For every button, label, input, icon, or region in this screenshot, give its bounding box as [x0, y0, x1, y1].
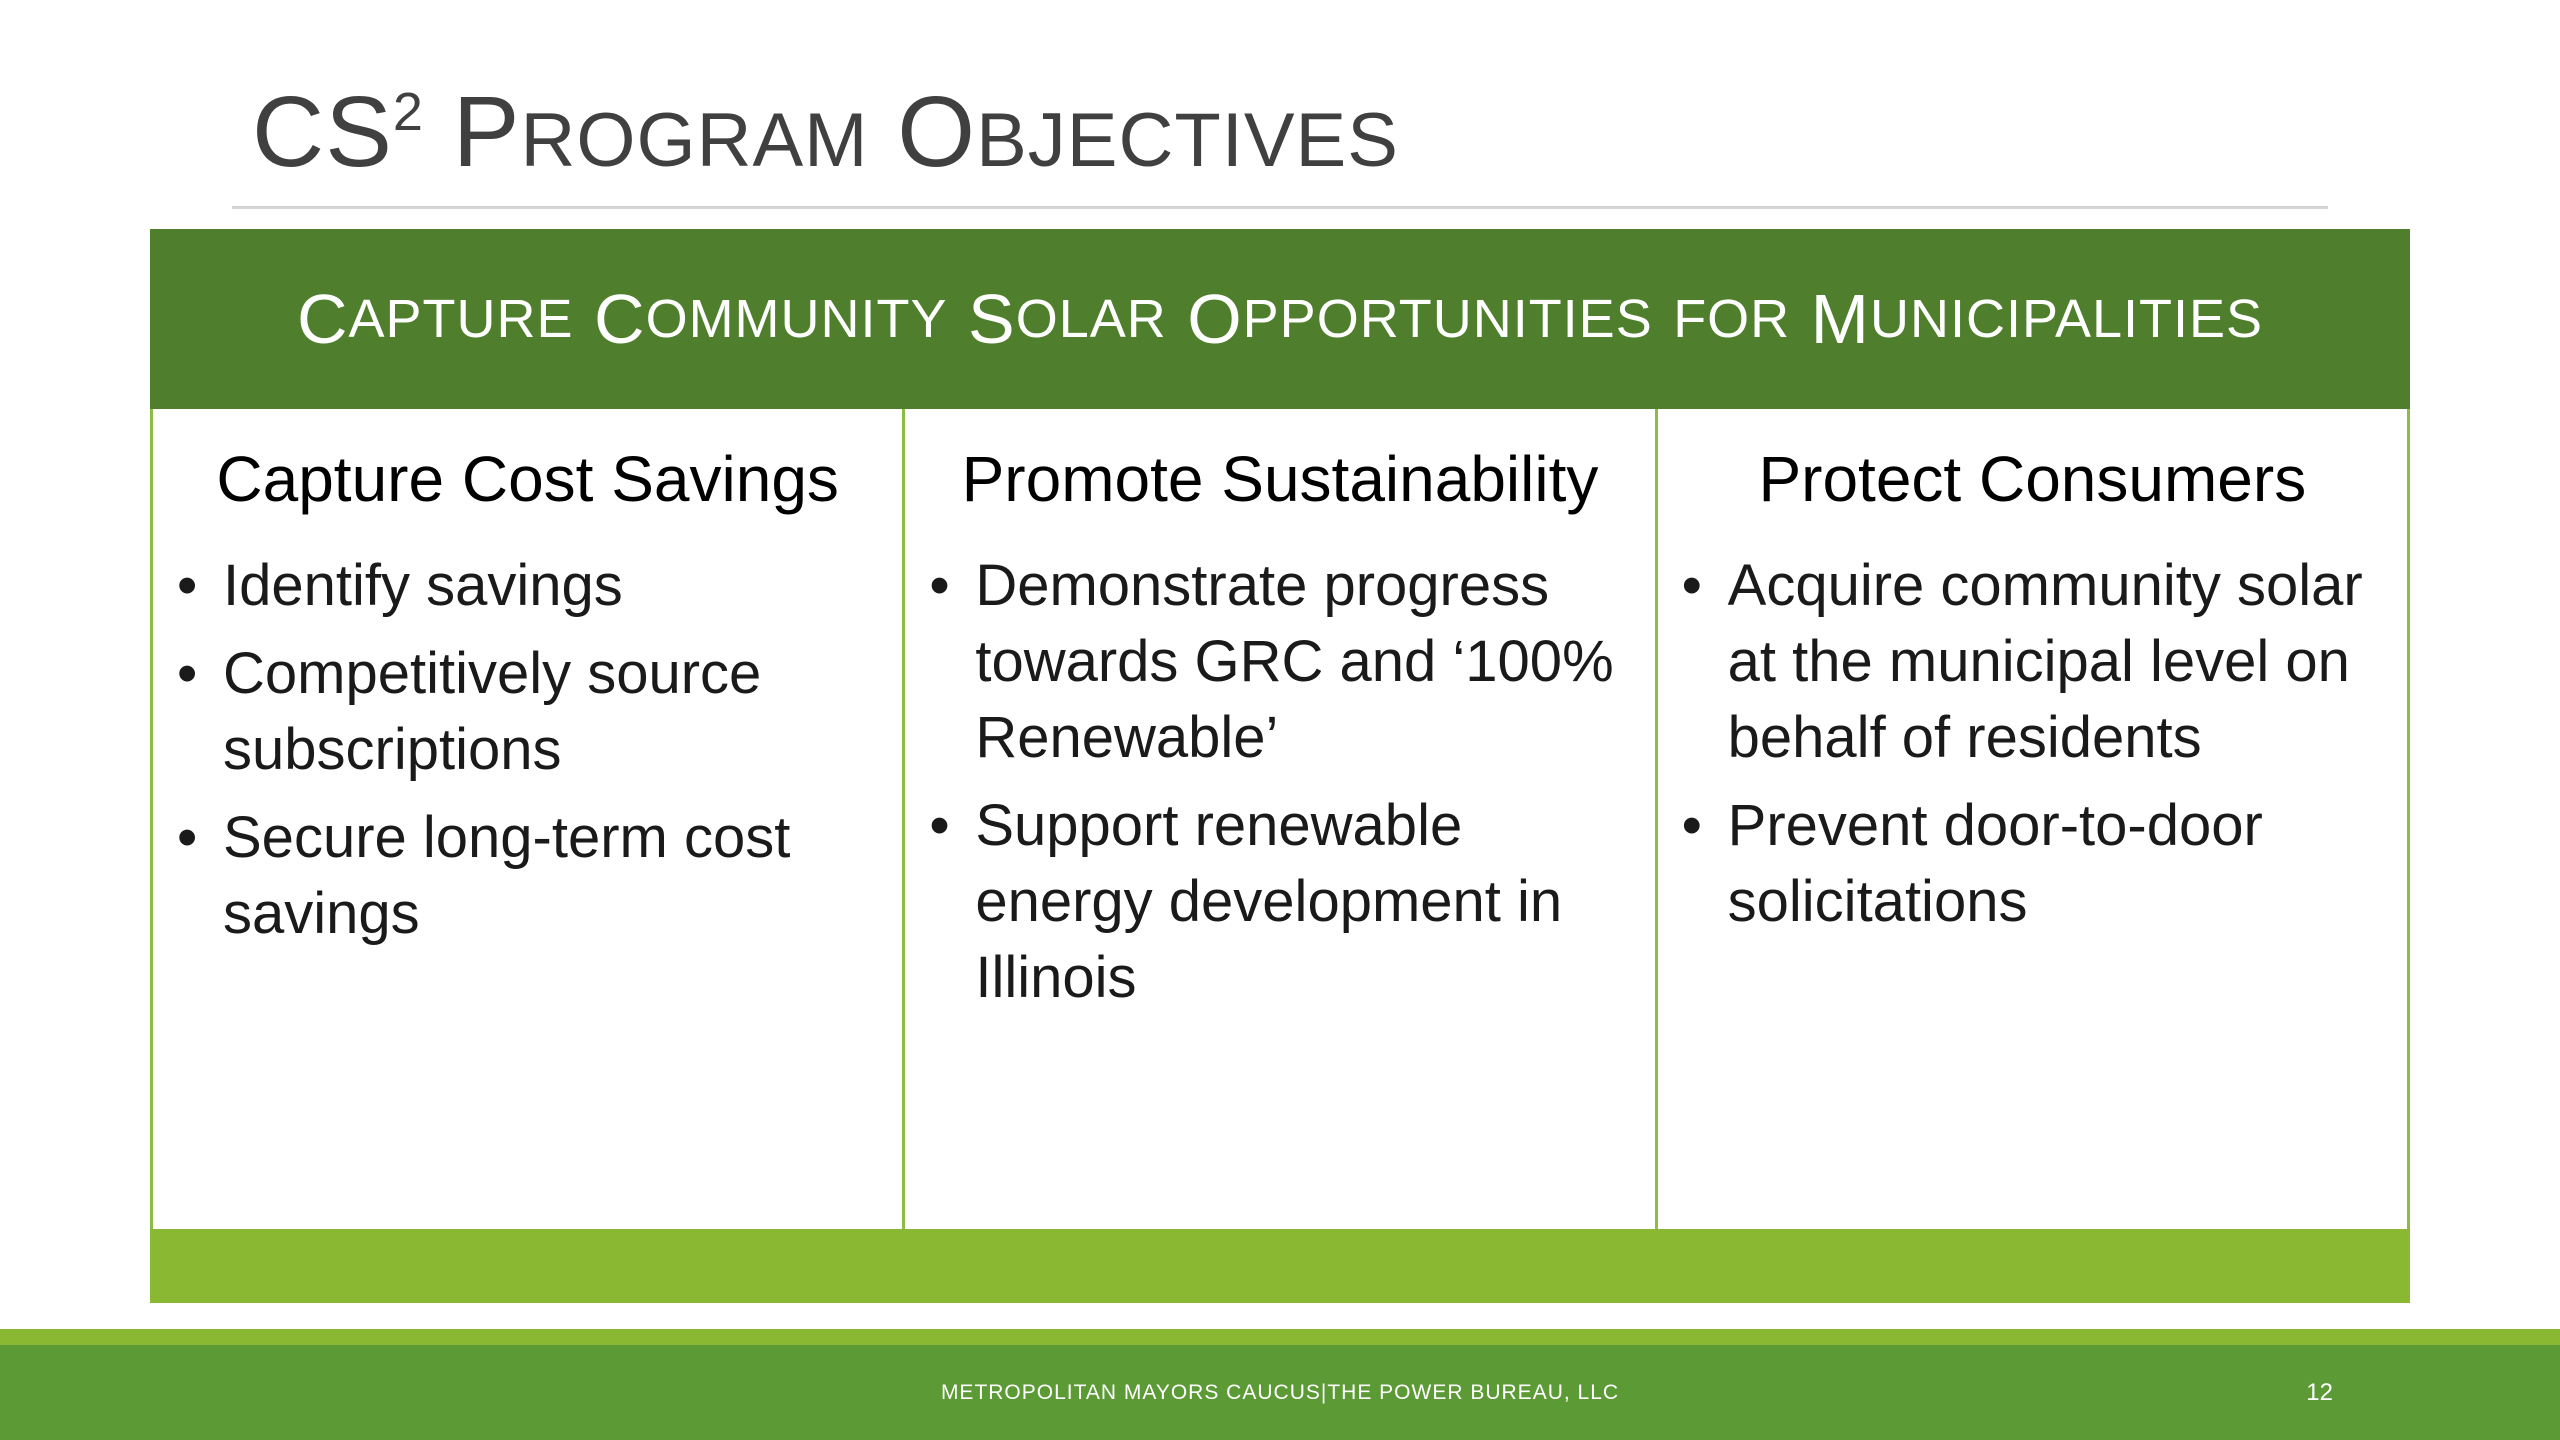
title-divider: [232, 206, 2328, 209]
header-w1-rest: APTURE: [348, 289, 574, 349]
bullet-item: [171, 636, 884, 788]
bullet-text: Identify savings: [223, 552, 623, 618]
bullet-item: [923, 548, 1636, 776]
column-capture-cost-savings: [153, 409, 905, 1229]
header-w3-rest: OLAR: [1015, 289, 1167, 349]
bullet-dot-icon: •: [177, 552, 198, 618]
title-word1-initial: P: [452, 76, 521, 188]
header-w6-rest: UNICIPALITIES: [1869, 289, 2264, 349]
objectives-bottom-band: [150, 1229, 2410, 1303]
bullet-text: Prevent door-to-door solicitations: [1727, 792, 2263, 934]
bullet-dot-icon: •: [1681, 792, 1702, 858]
title-word2-initial: O: [897, 76, 977, 188]
page-number: 12: [2306, 1378, 2333, 1406]
column-heading: Promote Sustainability: [961, 443, 1599, 515]
column-protect-consumers: [1658, 409, 2407, 1229]
bullet-list: [171, 548, 884, 952]
bullet-list: [923, 548, 1636, 1016]
title-word2-rest: BJECTIVES: [976, 98, 1399, 183]
bullet-item: [923, 788, 1636, 1016]
footer-separator: |: [1320, 1380, 1328, 1404]
bullet-text: Competitively source subscriptions: [223, 640, 762, 782]
objectives-header: [150, 229, 2410, 409]
header-w1-initial: C: [296, 280, 349, 358]
bullet-dot-icon: •: [929, 792, 950, 858]
bullet-text: Secure long-term cost savings: [223, 804, 791, 946]
footer-bar: [0, 1345, 2560, 1440]
slide-title: [252, 76, 1399, 188]
bullet-item: [1676, 548, 2389, 776]
column-promote-sustainability: [905, 409, 1657, 1229]
bullet-text: Demonstrate progress towards GRC and ‘100% Renewable’: [975, 552, 1614, 770]
header-w2-rest: OMMUNITY: [645, 289, 948, 349]
header-w4-initial: O: [1187, 280, 1243, 358]
bullet-list: [1676, 548, 2389, 940]
bullet-item: [171, 548, 884, 624]
footer-company: THE POWER BUREAU, LLC: [1327, 1380, 1620, 1404]
footer-accent-stripe: [0, 1329, 2560, 1345]
bullet-dot-icon: •: [177, 804, 198, 870]
column-heading: Capture Cost Savings: [216, 443, 839, 515]
column-heading: Protect Consumers: [1758, 443, 2307, 515]
bullet-text: Acquire community solar at the municipal level on behalf of residents: [1727, 552, 2363, 770]
bullet-dot-icon: •: [929, 552, 950, 618]
objectives-table: [150, 229, 2410, 1303]
bullet-text: Support renewable energy development in Illinois: [975, 792, 1563, 1010]
objectives-columns: [150, 409, 2410, 1229]
header-w6-initial: M: [1810, 280, 1870, 358]
footer-organization: METROPOLITAN MAYORS CAUCUS: [940, 1380, 1321, 1404]
bullet-dot-icon: •: [177, 640, 198, 706]
bullet-item: [171, 800, 884, 952]
bullet-item: [1676, 788, 2389, 940]
title-superscript: 2: [392, 82, 424, 142]
bullet-dot-icon: •: [1681, 552, 1702, 618]
header-w5: FOR: [1673, 289, 1791, 349]
header-w4-rest: PPORTUNITIES: [1242, 289, 1653, 349]
footer-text: [0, 1345, 2560, 1440]
title-prefix: CS: [252, 76, 393, 188]
header-w2-initial: C: [594, 280, 646, 358]
title-word1-rest: ROGRAM: [520, 98, 869, 183]
header-w3-initial: S: [967, 280, 1016, 358]
